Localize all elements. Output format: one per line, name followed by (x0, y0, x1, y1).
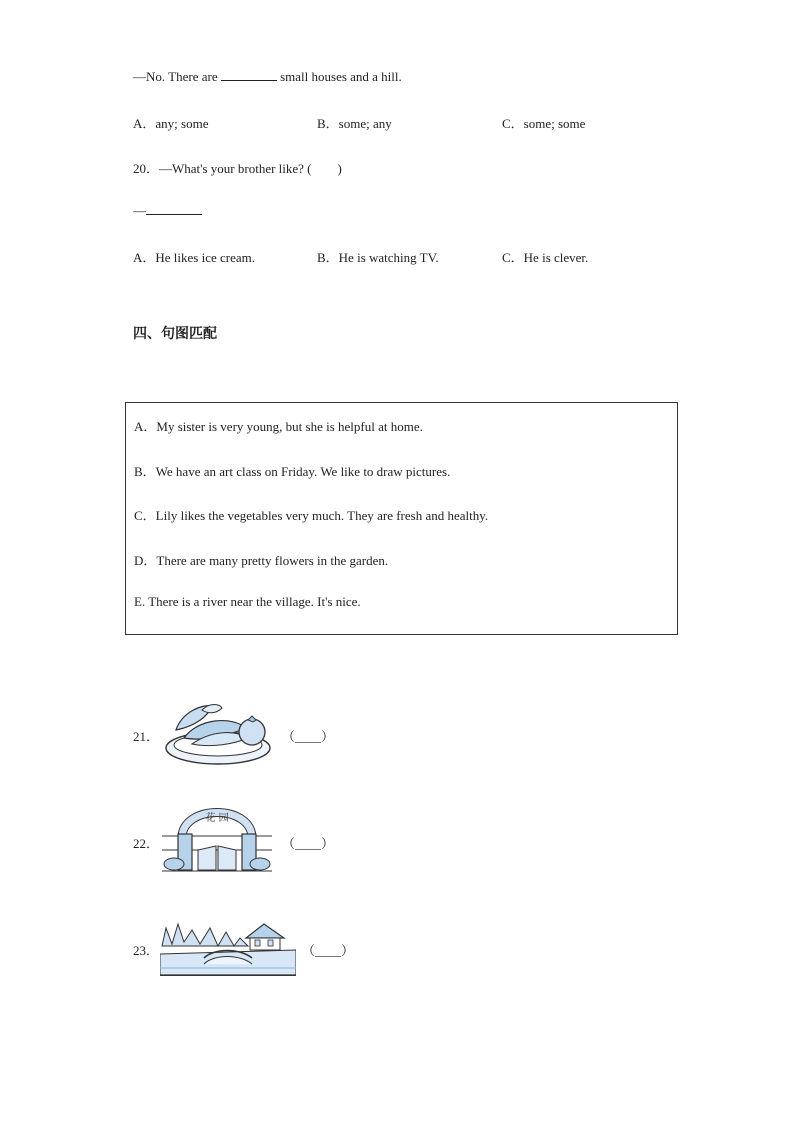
q19-option-a[interactable]: A．any; some (133, 116, 209, 131)
q19-option-b[interactable]: B．some; any (317, 116, 392, 131)
section-title: 四、句图匹配 (133, 326, 217, 342)
q19-prefix: —No. There are (133, 69, 218, 84)
garden-gate-icon (162, 798, 272, 874)
q19-option-c[interactable]: C．some; some (502, 116, 586, 131)
q19-answer-line (133, 68, 402, 85)
sentence-box (125, 402, 678, 635)
q22-number: 22． (133, 836, 160, 851)
q20-blank[interactable] (146, 202, 202, 215)
q20-question: 20．—What's your brother like? ( ) (133, 161, 342, 176)
q21-answer[interactable]: （____） (282, 729, 335, 744)
q20-option-a[interactable]: A．He likes ice cream. (133, 250, 256, 265)
q22-answer[interactable]: （____） (282, 836, 335, 851)
sentence-c: C．Lily likes the vegetables very much. They are fresh and healthy. (134, 508, 489, 523)
q19-blank[interactable] (221, 68, 277, 81)
sentence-b: B．We have an art class on Friday. We like to draw pictures. (134, 464, 451, 479)
sentence-d: D．There are many pretty flowers in the garden. (134, 553, 389, 568)
village-river-icon (160, 918, 296, 976)
q20-answer-prefix: — (133, 203, 146, 218)
garden-sign-text: 花 园 (205, 813, 229, 824)
q21-number: 21． (133, 729, 160, 744)
q20-answer-line (133, 202, 202, 219)
q20-option-b[interactable]: B．He is watching TV. (317, 250, 439, 265)
sentence-a: A．My sister is very young, but she is helpful at home. (134, 419, 423, 434)
q23-answer[interactable]: （____） (302, 943, 355, 958)
vegetable-plate-icon (162, 690, 274, 770)
q23-number: 23． (133, 943, 160, 958)
q19-suffix: small houses and a hill. (280, 69, 402, 84)
q20-option-c[interactable]: C．He is clever. (502, 250, 589, 265)
sentence-e: E. There is a river near the village. It's nice. (134, 594, 361, 609)
